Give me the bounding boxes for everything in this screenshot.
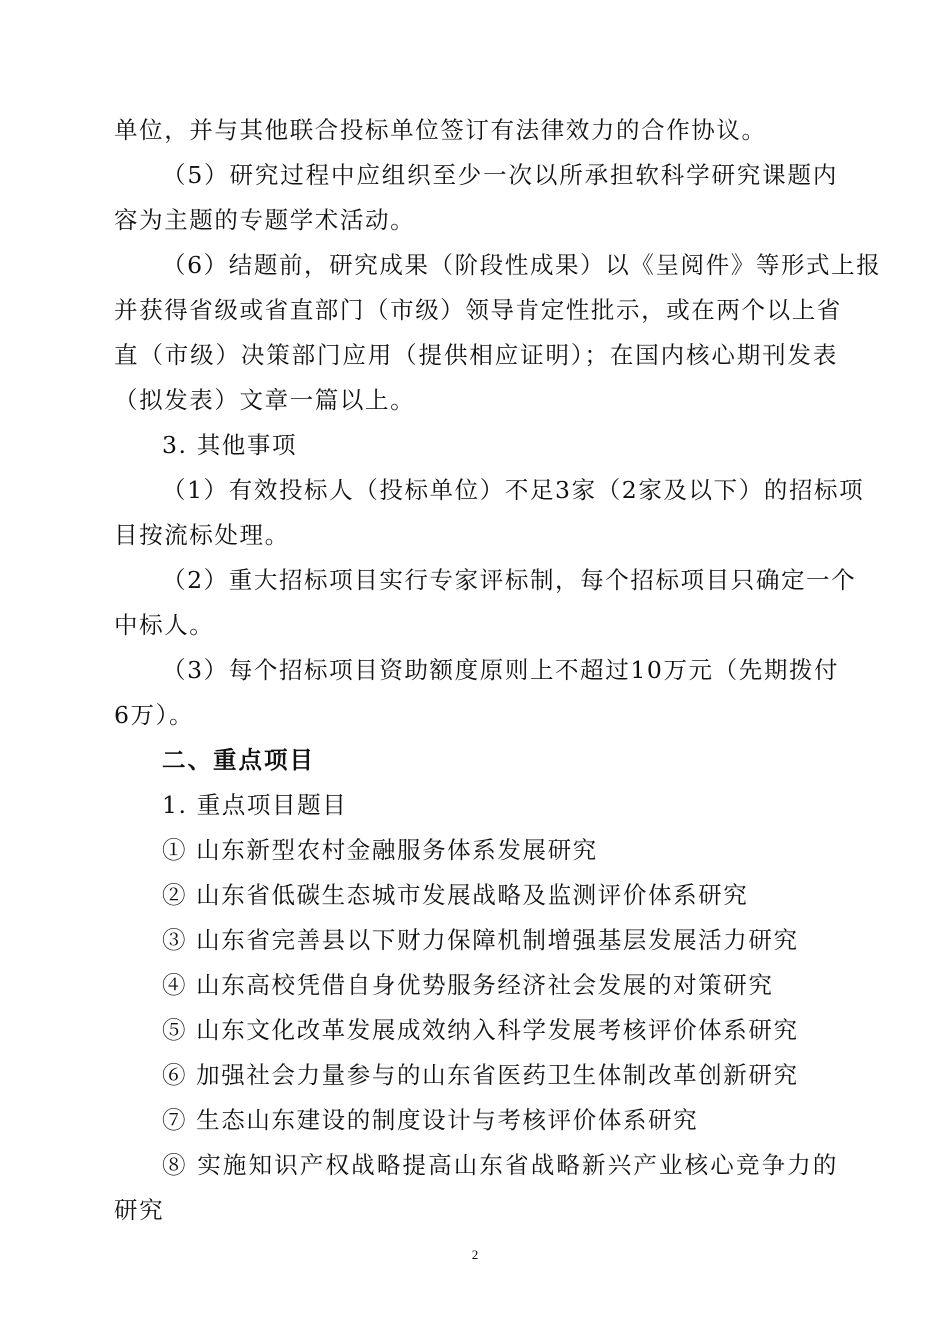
text-line: 6万）。 bbox=[114, 701, 195, 729]
list-item: ② 山东省低碳生态城市发展战略及监测评价体系研究 bbox=[162, 881, 749, 909]
list-item: ⑦ 生态山东建设的制度设计与考核评价体系研究 bbox=[162, 1106, 699, 1134]
text-line: （6）结题前，研究成果（阶段性成果）以《呈阅件》等形式上报 bbox=[162, 251, 882, 279]
text-line: （1）有效投标人（投标单位）不足3家（2家及以下）的招标项 bbox=[162, 476, 865, 504]
list-item: ⑤ 山东文化改革发展成效纳入科学发展考核评价体系研究 bbox=[162, 1016, 799, 1044]
list-item: ① 山东新型农村金融服务体系发展研究 bbox=[162, 836, 598, 864]
page-number: 2 bbox=[471, 1247, 479, 1262]
list-item: ④ 山东高校凭借自身优势服务经济社会发展的对策研究 bbox=[162, 971, 774, 999]
text-line: 研究 bbox=[114, 1196, 165, 1224]
text-line: 单位，并与其他联合投标单位签订有法律效力的合作协议。 bbox=[114, 116, 767, 144]
text-line: （拟发表）文章一篇以上。 bbox=[114, 386, 416, 414]
text-line: 直（市级）决策部门应用（提供相应证明）；在国内核心期刊发表 bbox=[114, 341, 838, 369]
text-line: （2）重大招标项目实行专家评标制，每个招标项目只确定一个 bbox=[162, 566, 857, 594]
text-line: （5）研究过程中应组织至少一次以所承担软科学研究课题内 bbox=[162, 161, 838, 189]
section-heading: 二、重点项目 bbox=[162, 746, 315, 774]
list-item: ③ 山东省完善县以下财力保障机制增强基层发展活力研究 bbox=[162, 926, 799, 954]
section-heading: 3. 其他事项 bbox=[162, 431, 298, 459]
text-line: 中标人。 bbox=[114, 611, 215, 639]
subsection-heading: 1. 重点项目题目 bbox=[162, 791, 348, 819]
text-line: 并获得省级或省直部门（市级）领导肯定性批示，或在两个以上省 bbox=[114, 296, 842, 324]
text-line: 容为主题的专题学术活动。 bbox=[114, 206, 416, 234]
list-item: ⑧ 实施知识产权战略提高山东省战略新兴产业核心竞争力的 bbox=[162, 1151, 838, 1179]
list-item: ⑥ 加强社会力量参与的山东省医药卫生体制改革创新研究 bbox=[162, 1061, 799, 1089]
text-line: （3）每个招标项目资助额度原则上不超过10万元（先期拨付 bbox=[162, 656, 840, 684]
text-line: 目按流标处理。 bbox=[114, 521, 290, 549]
